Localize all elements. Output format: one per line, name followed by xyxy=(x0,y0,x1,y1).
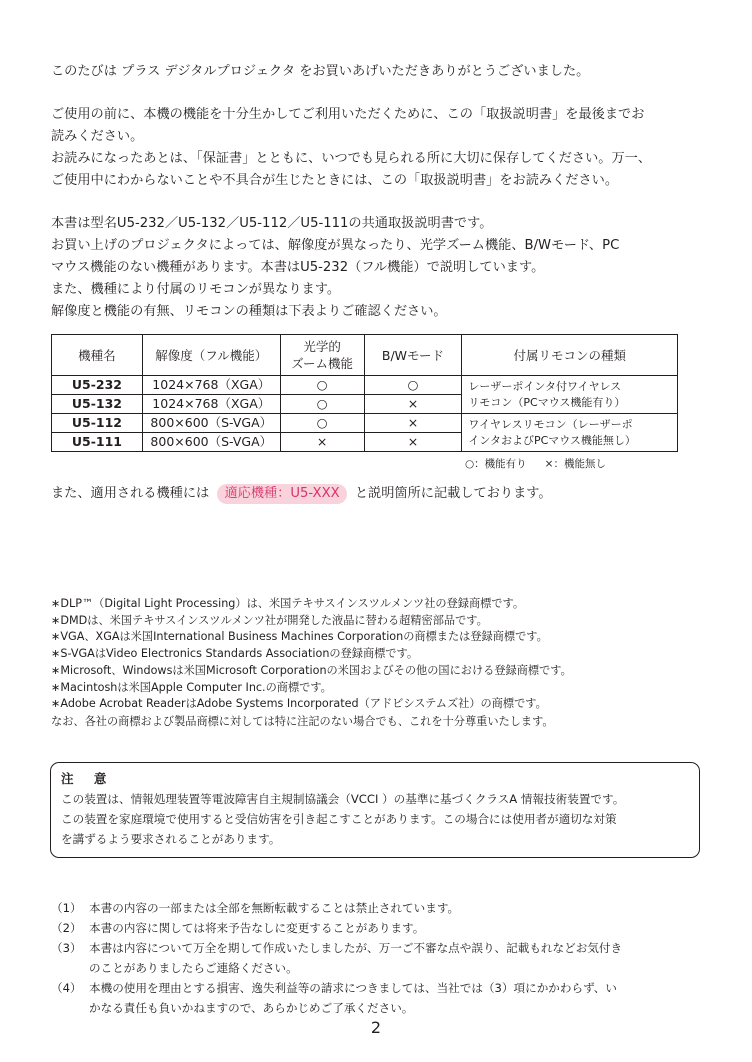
header-zoom-line1: 光学的 xyxy=(303,339,341,354)
notice-text: 本書は内容について万全を期して作成いたしましたが、万一ご不審な点や誤り、記載もれなどお気付き xyxy=(89,941,623,955)
trademark-item: ∗Adobe Acrobat ReaderはAdobe Systems Incorporated（アドビシステムズ社）の商標です。 xyxy=(51,697,547,711)
trademark-list xyxy=(51,596,572,713)
remote-line2: インタおよびPCマウス機能無し） xyxy=(468,433,636,447)
applicable-before: また、適用される機種には xyxy=(51,486,210,501)
cell-bw: × xyxy=(364,414,462,433)
remote-line1: レーザーポインタ付ワイヤレス xyxy=(468,379,622,393)
notice-number: （3） xyxy=(51,941,82,955)
intro-line: ご使用中にわからないことや不具合が生じたときには、この「取扱説明書」をお読みください。 xyxy=(51,173,619,188)
header-resolution: 解像度（フル機能） xyxy=(142,335,280,376)
cell-zoom: ○ xyxy=(280,376,364,395)
cell-remote-basic xyxy=(462,414,678,452)
notice-item xyxy=(51,898,622,918)
intro-line: ご使用の前に、本機の機能を十分生かしてご利用いただくために、この「取扱説明書」を最後までお xyxy=(51,107,645,122)
cell-model: U5-111 xyxy=(52,433,143,452)
intro-line: 読みください。 xyxy=(51,129,144,144)
notice-number: （2） xyxy=(51,921,82,935)
cell-zoom: ○ xyxy=(280,414,364,433)
notice-text: 本書の内容に関しては将来予告なしに変更することがあります。 xyxy=(89,921,425,935)
caution-box xyxy=(50,762,700,858)
caution-line: を講ずるよう要求されることがあります。 xyxy=(61,832,281,846)
cell-model: U5-132 xyxy=(52,395,143,414)
table-row xyxy=(52,414,678,433)
notice-text: 本書の内容の一部または全部を無断転載することは禁止されています。 xyxy=(89,901,460,915)
cell-resolution: 800×600（S-VGA） xyxy=(142,433,280,452)
notice-number: （1） xyxy=(51,901,82,915)
table-legend xyxy=(465,456,624,471)
applicable-model-badge: 適応機種：U5-XXX xyxy=(217,484,346,504)
table-header-row xyxy=(52,335,678,376)
legend-no: ×：機能無し xyxy=(544,458,606,470)
caution-line: この装置を家庭環境で使用すると受信妨害を引き起こすことがあります。この場合には使用者が適切な対策 xyxy=(61,812,617,826)
notice-item xyxy=(51,978,622,1018)
caution-title: 注 意 xyxy=(61,771,115,786)
models-intro-line: マウス機能のない機種があります。本書はU5-232（フル機能）で説明しています。 xyxy=(51,260,545,275)
notice-text: かなる責任も負いかねますので、あらかじめご了承ください。 xyxy=(89,1001,414,1015)
cell-remote-laser xyxy=(462,376,678,414)
notice-list xyxy=(51,898,622,1018)
header-zoom xyxy=(280,335,364,376)
applicable-model-line xyxy=(51,483,552,505)
trademark-note: なお、各社の商標および製品商標に対しては特に注記のない場合でも、これを十分尊重いたします。 xyxy=(51,715,554,728)
cell-resolution: 1024×768（XGA） xyxy=(142,395,280,414)
trademark-item: ∗S-VGAはVideo Electronics Standards Associationの登録商標です。 xyxy=(51,647,419,661)
header-remote: 付属リモコンの種類 xyxy=(462,335,678,376)
cell-bw: × xyxy=(364,395,462,414)
trademark-item: ∗Macintoshは米国Apple Computer Inc.の商標です。 xyxy=(51,680,332,694)
cell-zoom: × xyxy=(280,433,364,452)
page-number: 2 xyxy=(370,1018,382,1037)
table-row xyxy=(52,376,678,395)
caution-line: この装置は、情報処理装置等電波障害自主規制協議会（VCCI ）の基準に基づくクラスA 情報技術装置です。 xyxy=(61,792,625,806)
cell-model: U5-232 xyxy=(52,376,143,395)
trademark-item: ∗DLP™（Digital Light Processing）は、米国テキサスインスツルメンツ社の登録商標です。 xyxy=(51,597,525,610)
cell-model: U5-112 xyxy=(52,414,143,433)
models-intro-line: 解像度と機能の有無、リモコンの種類は下表よりご確認ください。 xyxy=(51,304,447,319)
notice-item xyxy=(51,918,622,938)
notice-text: 本機の使用を理由とする損害、逸失利益等の請求につきましては、当社では（3）項にかかわらず、い xyxy=(89,981,617,995)
trademark-item: ∗DMDは、米国テキサスインスツルメンツ社が開発した液晶に替わる超精密部品です。 xyxy=(51,613,488,627)
cell-bw: × xyxy=(364,433,462,452)
intro-line: お読みになったあとは、「保証書」とともに、いつでも見られる所に大切に保存してください。万一、 xyxy=(51,151,652,166)
remote-line2: リモコン（PCマウス機能有り） xyxy=(468,395,626,409)
notice-item xyxy=(51,938,622,978)
cell-bw: ○ xyxy=(364,376,462,395)
models-intro-line: お買い上げのプロジェクタによっては、解像度が異なったり、光学ズーム機能、B/Wモード、PC xyxy=(51,238,620,253)
legend-yes: ○：機能有り xyxy=(465,458,527,470)
cell-zoom: ○ xyxy=(280,395,364,414)
cell-resolution: 1024×768（XGA） xyxy=(142,376,280,395)
models-intro-line: 本書は型名U5-232／U5-132／U5-112／U5-111の共通取扱説明書です。 xyxy=(51,216,493,231)
applicable-after: と説明箇所に記載しております。 xyxy=(354,486,552,501)
header-model: 機種名 xyxy=(52,335,143,376)
notice-text: のことがありましたらご連絡ください。 xyxy=(89,961,298,975)
notice-number: （4） xyxy=(51,981,82,995)
header-bw: B/Wモード xyxy=(364,335,462,376)
trademark-item: ∗VGA、XGAは米国International Business Machines Corporationの商標または登録商標です。 xyxy=(51,630,548,644)
models-intro-line: また、機種により付属のリモコンが異なります。 xyxy=(51,282,341,297)
remote-line1: ワイヤレスリモコン（レーザーポ xyxy=(468,417,633,431)
header-zoom-line2: ズーム機能 xyxy=(291,356,354,371)
model-comparison-table xyxy=(51,334,678,452)
intro-thanks: このたびは プラス デジタルプロジェクタ をお買いあげいただきありがとうございました。 xyxy=(51,64,590,79)
cell-resolution: 800×600（S-VGA） xyxy=(142,414,280,433)
trademark-item: ∗Microsoft、Windowsは米国Microsoft Corporationの米国およびその他の国における登録商標です。 xyxy=(51,663,572,677)
